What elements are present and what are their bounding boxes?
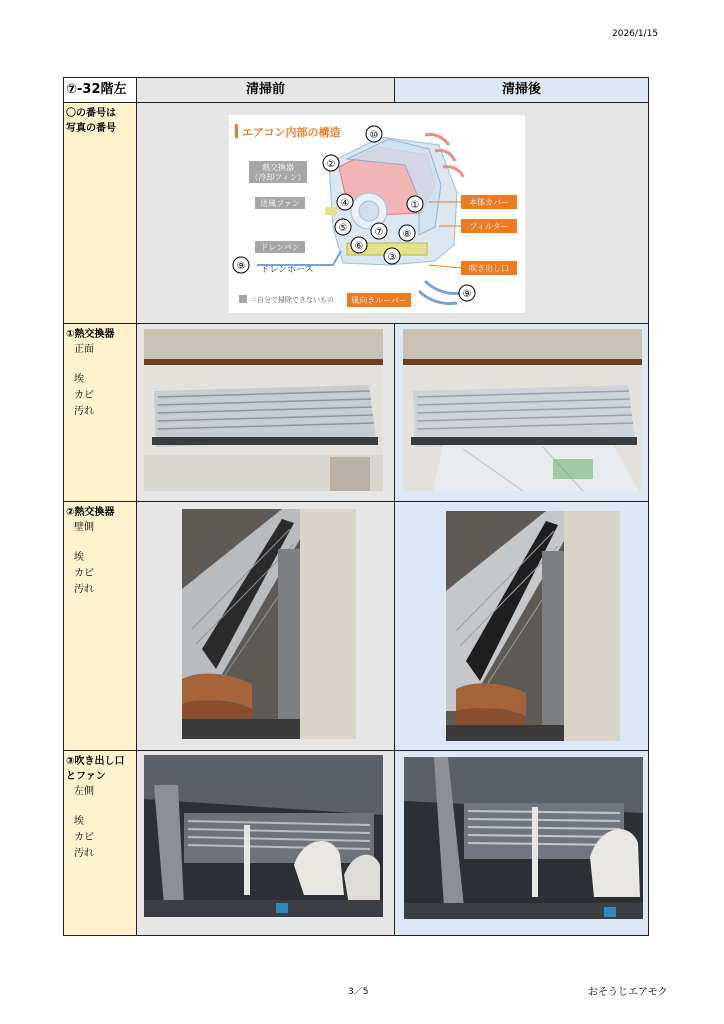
location-cell: ⑦-32階左 [64,78,137,103]
after-header: 清掃後 [395,78,649,103]
row-heat-exchanger-front [64,324,649,502]
row1-item-dirt: 汚れ [74,406,94,417]
photo-heat-exchanger-front-before [144,329,383,491]
row-outlet-fan [64,751,649,936]
photo-outlet-fan-after [404,757,643,919]
row3-label-cell [64,751,137,936]
row3-item-dirt: 汚れ [74,848,94,859]
photo-svg [446,511,620,741]
number-8: ⑧ [402,229,412,240]
row3-item-mold: カビ [74,832,94,843]
diagram-note [64,103,136,136]
diagram-label-cell [64,103,137,324]
number-7: ⑦ [374,227,384,238]
label-heat-exchanger-1: 熱交換器 [262,163,294,172]
label-filter: フィルター [469,222,509,231]
label-fan: 送風ファン [260,199,300,208]
photo-svg [144,329,383,491]
photo-svg [144,755,383,917]
row1-after-cell [395,324,649,502]
photo-heat-exchanger-wall-after [446,511,620,741]
before-header: 清掃前 [137,78,395,103]
row3-after-cell [395,751,649,936]
row1-before-cell [137,324,395,502]
row3-title-line-1: ③吹き出し口 [66,756,125,767]
number-5: ⑤ [338,223,348,234]
row2-item-dirt: 汚れ [74,584,94,595]
photo-outlet-fan-before [144,755,383,917]
row3-before-cell [137,751,395,936]
row2-label-cell [64,502,137,751]
row2-after-cell [395,502,649,751]
number-4: ④ [340,198,350,209]
row1-title: ①熱交換器 [66,329,115,340]
row1-label-cell [64,324,137,502]
row3-title [64,751,136,784]
label-heat-exchanger-2: （冷却フィン） [250,173,306,182]
row3-title-line-2: とファン [66,771,106,782]
cleaning-report-table [63,77,649,936]
row-heat-exchanger-wall [64,502,649,751]
number-9-right: ⑨ [462,289,472,300]
number-10: ⑩ [369,130,379,141]
label-louver: 風向きルーバー [351,296,407,305]
aircon-diagram-svg [229,115,525,313]
diagram-title: エアコン内部の構造 [242,126,341,139]
label-drain-hose: ドレンホース [260,265,314,275]
row2-item-mold: カビ [74,568,94,579]
diagram-row [64,103,649,324]
row2-before-cell [137,502,395,751]
label-drain-pan: ドレンパン [260,243,300,252]
brand-name: おそうじエアモク [588,987,668,998]
row3-position: 左側 [74,786,94,797]
report-date: 2026/1/15 [612,29,659,39]
photo-heat-exchanger-front-after [403,329,642,491]
number-9-left: ⑨ [236,261,246,272]
row2-position: 壁側 [74,522,94,533]
table-header-row [64,78,649,103]
photo-svg [182,509,356,739]
photo-heat-exchanger-wall-before [182,509,356,739]
number-1: ① [410,200,420,211]
diagram-cell [137,103,649,324]
diagram-note-line-1: 〇の番号は [66,108,116,119]
legend-text: ＝自分で掃除できないもの [250,296,334,304]
row2-item-dust: 埃 [74,552,84,563]
row1-item-mold: カビ [74,390,94,401]
number-6: ⑥ [354,241,364,252]
label-outlet: 吹き出し口 [469,264,509,273]
row1-item-dust: 埃 [74,374,84,385]
row1-position: 正面 [74,344,94,355]
aircon-structure-diagram [229,115,525,313]
row2-title: ②熱交換器 [66,507,115,518]
number-3: ③ [387,252,397,263]
photo-svg [404,757,643,919]
label-body-cover: 本体カバー [469,198,509,207]
diagram-note-line-2: 写真の番号 [66,123,116,134]
row3-item-dust: 埃 [74,816,84,827]
photo-svg [403,329,642,491]
page-number: 3／5 [348,987,369,997]
number-2: ② [326,159,336,170]
